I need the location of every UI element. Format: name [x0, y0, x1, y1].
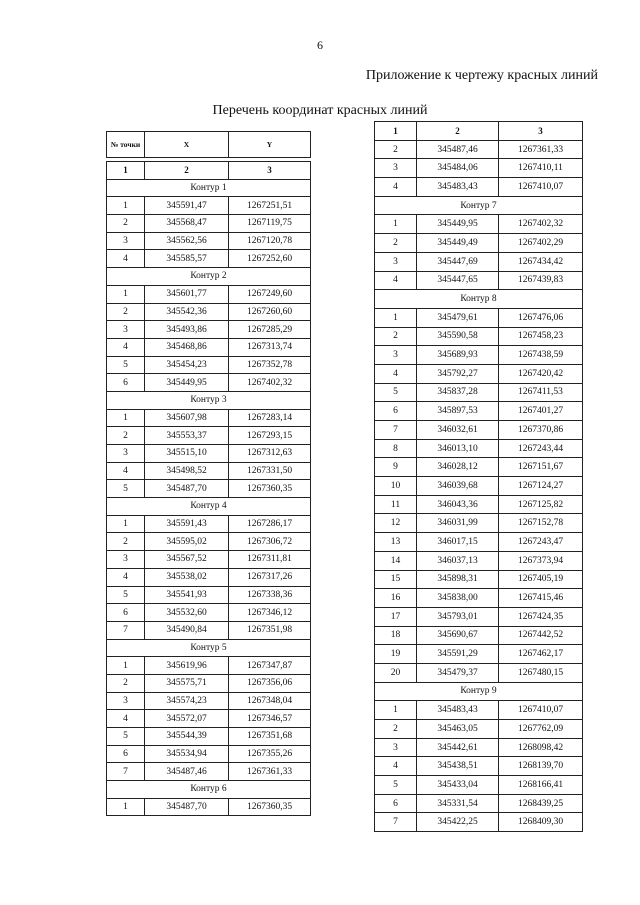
- table-row: [107, 657, 311, 675]
- coordinates-table-right: [374, 121, 583, 832]
- table-row: [375, 776, 583, 795]
- table-row: [107, 250, 311, 268]
- point-number-cell: 6: [375, 794, 417, 813]
- x-coordinate-cell: 345433,04: [417, 776, 499, 795]
- y-coordinate-cell: 1267317,26: [229, 568, 311, 586]
- x-coordinate-cell: 345898,31: [417, 570, 499, 589]
- table-row: [375, 327, 583, 346]
- table-row: [375, 458, 583, 477]
- contour-header-row: [375, 196, 583, 215]
- table-row: [375, 514, 583, 533]
- x-coordinate-cell: 345690,67: [417, 626, 499, 645]
- table-row: [107, 462, 311, 480]
- point-number-cell: 5: [375, 383, 417, 402]
- point-number-cell: 1: [375, 308, 417, 327]
- table-row: [375, 271, 583, 290]
- table-row: [107, 515, 311, 533]
- y-coordinate-cell: 1267458,23: [499, 327, 583, 346]
- point-number-cell: 1: [375, 701, 417, 720]
- point-number-cell: 2: [375, 140, 417, 159]
- x-coordinate-cell: 345689,93: [417, 346, 499, 365]
- table-row: [375, 794, 583, 813]
- table-row: [375, 813, 583, 832]
- x-coordinate-cell: 345490,84: [145, 621, 229, 639]
- contour-label: Контур 8: [375, 290, 583, 309]
- x-coordinate-cell: 345449,95: [145, 374, 229, 392]
- table-row: [375, 607, 583, 626]
- column-number-2: 2: [145, 162, 229, 180]
- column-header-y: Y: [229, 132, 311, 158]
- point-number-cell: 4: [375, 757, 417, 776]
- y-coordinate-cell: 1267249,60: [229, 285, 311, 303]
- table-row: [375, 234, 583, 253]
- y-coordinate-cell: 1267346,12: [229, 604, 311, 622]
- x-coordinate-cell: 345468,86: [145, 338, 229, 356]
- point-number-cell: 17: [375, 607, 417, 626]
- y-coordinate-cell: 1267462,17: [499, 645, 583, 664]
- y-coordinate-cell: 1267360,35: [229, 798, 311, 816]
- contour-label: Контур 9: [375, 682, 583, 701]
- y-coordinate-cell: 1267402,32: [229, 374, 311, 392]
- y-coordinate-cell: 1267434,42: [499, 252, 583, 271]
- x-coordinate-cell: 345838,00: [417, 589, 499, 608]
- point-number-cell: 3: [375, 252, 417, 271]
- table-row: [375, 178, 583, 197]
- point-number-cell: 3: [375, 346, 417, 365]
- y-coordinate-cell: 1267442,52: [499, 626, 583, 645]
- x-coordinate-cell: 346032,61: [417, 421, 499, 440]
- x-coordinate-cell: 346017,15: [417, 533, 499, 552]
- y-coordinate-cell: 1267124,27: [499, 477, 583, 496]
- table-row: [375, 570, 583, 589]
- table-row: [107, 356, 311, 374]
- point-number-cell: 4: [107, 462, 145, 480]
- point-number-cell: 14: [375, 551, 417, 570]
- x-coordinate-cell: 345568,47: [145, 215, 229, 233]
- table-row: [375, 589, 583, 608]
- point-number-cell: 2: [107, 674, 145, 692]
- point-number-cell: 5: [107, 480, 145, 498]
- table-row: [107, 197, 311, 215]
- x-coordinate-cell: 345447,69: [417, 252, 499, 271]
- point-number-cell: 5: [375, 776, 417, 795]
- x-coordinate-cell: 345591,47: [145, 197, 229, 215]
- coordinates-list-title: Перечень координат красных линий: [212, 103, 428, 118]
- column-number-1: 1: [107, 162, 145, 180]
- x-coordinate-cell: 345479,37: [417, 663, 499, 682]
- y-coordinate-cell: 1267152,78: [499, 514, 583, 533]
- x-coordinate-cell: 345484,06: [417, 159, 499, 178]
- point-number-cell: 4: [107, 250, 145, 268]
- point-number-cell: 1: [375, 215, 417, 234]
- contour-label: Контур 3: [107, 391, 311, 409]
- x-coordinate-cell: 345442,61: [417, 738, 499, 757]
- point-number-cell: 5: [107, 728, 145, 746]
- point-number-cell: 1: [107, 515, 145, 533]
- y-coordinate-cell: 1267361,33: [229, 763, 311, 781]
- y-coordinate-cell: 1267401,27: [499, 402, 583, 421]
- y-coordinate-cell: 1267361,33: [499, 140, 583, 159]
- y-coordinate-cell: 1267356,06: [229, 674, 311, 692]
- x-coordinate-cell: 345515,10: [145, 445, 229, 463]
- point-number-cell: 2: [375, 234, 417, 253]
- point-number-cell: 2: [375, 327, 417, 346]
- x-coordinate-cell: 345591,29: [417, 645, 499, 664]
- table-row: [107, 728, 311, 746]
- point-number-cell: 7: [107, 621, 145, 639]
- y-coordinate-cell: 1267439,83: [499, 271, 583, 290]
- table-row: [107, 621, 311, 639]
- y-coordinate-cell: 1267424,35: [499, 607, 583, 626]
- y-coordinate-cell: 1267411,53: [499, 383, 583, 402]
- y-coordinate-cell: 1267370,86: [499, 421, 583, 440]
- contour-label: Контур 6: [107, 781, 311, 799]
- contour-header-row: [107, 268, 311, 286]
- point-number-cell: 16: [375, 589, 417, 608]
- y-coordinate-cell: 1268139,70: [499, 757, 583, 776]
- column-number-3: 3: [499, 122, 583, 141]
- coordinates-table-left: [106, 131, 311, 816]
- table-row: [375, 495, 583, 514]
- y-coordinate-cell: 1267347,87: [229, 657, 311, 675]
- point-number-cell: 9: [375, 458, 417, 477]
- y-coordinate-cell: 1268166,41: [499, 776, 583, 795]
- contour-label: Контур 1: [107, 179, 311, 197]
- point-number-cell: 10: [375, 477, 417, 496]
- x-coordinate-cell: 345585,57: [145, 250, 229, 268]
- point-number-cell: 20: [375, 663, 417, 682]
- x-coordinate-cell: 345449,95: [417, 215, 499, 234]
- x-coordinate-cell: 345897,53: [417, 402, 499, 421]
- table-row: [107, 604, 311, 622]
- y-coordinate-cell: 1267283,14: [229, 409, 311, 427]
- table-row: [375, 439, 583, 458]
- point-number-cell: 4: [375, 364, 417, 383]
- y-coordinate-cell: 1267346,57: [229, 710, 311, 728]
- y-coordinate-cell: 1267151,67: [499, 458, 583, 477]
- x-coordinate-cell: 345541,93: [145, 586, 229, 604]
- x-coordinate-cell: 345534,94: [145, 745, 229, 763]
- point-number-cell: 13: [375, 533, 417, 552]
- y-coordinate-cell: 1267352,78: [229, 356, 311, 374]
- table-row: [107, 533, 311, 551]
- point-number-cell: 5: [107, 356, 145, 374]
- x-coordinate-cell: 345553,37: [145, 427, 229, 445]
- table-row: [375, 140, 583, 159]
- x-coordinate-cell: 345562,56: [145, 232, 229, 250]
- point-number-cell: 19: [375, 645, 417, 664]
- table-row: [107, 674, 311, 692]
- point-number-cell: 2: [107, 215, 145, 233]
- point-number-cell: 1: [107, 197, 145, 215]
- x-coordinate-cell: 345607,98: [145, 409, 229, 427]
- point-number-cell: 11: [375, 495, 417, 514]
- x-coordinate-cell: 346031,99: [417, 514, 499, 533]
- contour-header-row: [107, 781, 311, 799]
- column-number-2: 2: [417, 122, 499, 141]
- contour-label: Контур 7: [375, 196, 583, 215]
- contour-label: Контур 4: [107, 498, 311, 516]
- x-coordinate-cell: 346039,68: [417, 477, 499, 496]
- point-number-cell: 3: [107, 445, 145, 463]
- point-number-cell: 1: [107, 657, 145, 675]
- point-number-cell: 3: [107, 321, 145, 339]
- table-row: [375, 701, 583, 720]
- y-coordinate-cell: 1267762,09: [499, 720, 583, 739]
- table-row: [107, 409, 311, 427]
- y-coordinate-cell: 1267373,94: [499, 551, 583, 570]
- y-coordinate-cell: 1267311,81: [229, 551, 311, 569]
- table-row: [375, 421, 583, 440]
- point-number-cell: 15: [375, 570, 417, 589]
- point-number-cell: 7: [375, 421, 417, 440]
- y-coordinate-cell: 1268409,30: [499, 813, 583, 832]
- table-row: [375, 551, 583, 570]
- y-coordinate-cell: 1267260,60: [229, 303, 311, 321]
- point-number-cell: 3: [107, 551, 145, 569]
- point-number-cell: 7: [107, 763, 145, 781]
- point-number-cell: 1: [107, 409, 145, 427]
- x-coordinate-cell: 345574,23: [145, 692, 229, 710]
- point-number-cell: 8: [375, 439, 417, 458]
- y-coordinate-cell: 1267402,29: [499, 234, 583, 253]
- table-row: [107, 215, 311, 233]
- x-coordinate-cell: 345590,58: [417, 327, 499, 346]
- table-row: [375, 477, 583, 496]
- point-number-cell: 3: [375, 738, 417, 757]
- table-row: [107, 303, 311, 321]
- table-row: [375, 215, 583, 234]
- point-number-cell: 4: [107, 710, 145, 728]
- y-coordinate-cell: 1267293,15: [229, 427, 311, 445]
- point-number-cell: 2: [107, 303, 145, 321]
- point-number-cell: 2: [107, 427, 145, 445]
- x-coordinate-cell: 345479,61: [417, 308, 499, 327]
- y-coordinate-cell: 1267338,36: [229, 586, 311, 604]
- point-number-cell: 4: [375, 271, 417, 290]
- table-row: [375, 533, 583, 552]
- y-coordinate-cell: 1267285,29: [229, 321, 311, 339]
- table-row: [107, 445, 311, 463]
- table-row: [375, 346, 583, 365]
- y-coordinate-cell: 1267286,17: [229, 515, 311, 533]
- y-coordinate-cell: 1267313,74: [229, 338, 311, 356]
- x-coordinate-cell: 345575,71: [145, 674, 229, 692]
- x-coordinate-cell: 346013,10: [417, 439, 499, 458]
- table-row: [107, 551, 311, 569]
- table-row: [107, 692, 311, 710]
- table-row: [107, 321, 311, 339]
- point-number-cell: 18: [375, 626, 417, 645]
- x-coordinate-cell: 345422,25: [417, 813, 499, 832]
- y-coordinate-cell: 1267420,42: [499, 364, 583, 383]
- table-row: [107, 710, 311, 728]
- point-number-cell: 12: [375, 514, 417, 533]
- x-coordinate-cell: 345619,96: [145, 657, 229, 675]
- y-coordinate-cell: 1267348,04: [229, 692, 311, 710]
- point-number-cell: 4: [107, 568, 145, 586]
- x-coordinate-cell: 345487,46: [417, 140, 499, 159]
- point-number-cell: 7: [375, 813, 417, 832]
- point-number-cell: 3: [375, 159, 417, 178]
- point-number-cell: 5: [107, 586, 145, 604]
- contour-header-row: [375, 682, 583, 701]
- y-coordinate-cell: 1268098,42: [499, 738, 583, 757]
- point-number-cell: 3: [107, 232, 145, 250]
- point-number-cell: 1: [107, 798, 145, 816]
- y-coordinate-cell: 1268439,25: [499, 794, 583, 813]
- x-coordinate-cell: 345793,01: [417, 607, 499, 626]
- table-row: [375, 159, 583, 178]
- y-coordinate-cell: 1267355,26: [229, 745, 311, 763]
- table-row: [375, 252, 583, 271]
- x-coordinate-cell: 346028,12: [417, 458, 499, 477]
- y-coordinate-cell: 1267243,47: [499, 533, 583, 552]
- y-coordinate-cell: 1267306,72: [229, 533, 311, 551]
- x-coordinate-cell: 345601,77: [145, 285, 229, 303]
- y-coordinate-cell: 1267351,68: [229, 728, 311, 746]
- y-coordinate-cell: 1267120,78: [229, 232, 311, 250]
- x-coordinate-cell: 345454,23: [145, 356, 229, 374]
- x-coordinate-cell: 345591,43: [145, 515, 229, 533]
- x-coordinate-cell: 345483,43: [417, 701, 499, 720]
- contour-header-row: [107, 639, 311, 657]
- y-coordinate-cell: 1267125,82: [499, 495, 583, 514]
- x-coordinate-cell: 345463,05: [417, 720, 499, 739]
- point-number-cell: 1: [107, 285, 145, 303]
- appendix-title: Приложение к чертежу красных линий: [365, 68, 598, 83]
- page-number: 6: [317, 38, 323, 52]
- point-number-cell: 6: [107, 745, 145, 763]
- x-coordinate-cell: 345532,60: [145, 604, 229, 622]
- x-coordinate-cell: 345544,39: [145, 728, 229, 746]
- x-coordinate-cell: 345542,36: [145, 303, 229, 321]
- column-header-x: X: [145, 132, 229, 158]
- table-row: [107, 232, 311, 250]
- point-number-cell: 2: [375, 720, 417, 739]
- x-coordinate-cell: 345449,49: [417, 234, 499, 253]
- point-number-cell: 3: [107, 692, 145, 710]
- y-coordinate-cell: 1267410,11: [499, 159, 583, 178]
- table-row: [107, 480, 311, 498]
- x-coordinate-cell: 346043,36: [417, 495, 499, 514]
- table-row: [375, 626, 583, 645]
- column-header-point-number: № точки: [107, 132, 145, 158]
- x-coordinate-cell: 345567,52: [145, 551, 229, 569]
- table-row: [375, 738, 583, 757]
- table-row: [375, 663, 583, 682]
- point-number-cell: 4: [107, 338, 145, 356]
- point-number-cell: 6: [107, 604, 145, 622]
- point-number-cell: 2: [107, 533, 145, 551]
- x-coordinate-cell: 345331,54: [417, 794, 499, 813]
- y-coordinate-cell: 1267410,07: [499, 178, 583, 197]
- x-coordinate-cell: 345483,43: [417, 178, 499, 197]
- x-coordinate-cell: 345487,70: [145, 798, 229, 816]
- table-row: [107, 427, 311, 445]
- y-coordinate-cell: 1267402,32: [499, 215, 583, 234]
- point-number-cell: 6: [375, 402, 417, 421]
- y-coordinate-cell: 1267438,59: [499, 346, 583, 365]
- table-row: [375, 645, 583, 664]
- y-coordinate-cell: 1267405,19: [499, 570, 583, 589]
- point-number-cell: 4: [375, 178, 417, 197]
- y-coordinate-cell: 1267351,98: [229, 621, 311, 639]
- y-coordinate-cell: 1267360,35: [229, 480, 311, 498]
- contour-header-row: [107, 391, 311, 409]
- y-coordinate-cell: 1267119,75: [229, 215, 311, 233]
- y-coordinate-cell: 1267331,50: [229, 462, 311, 480]
- contour-label: Контур 2: [107, 268, 311, 286]
- x-coordinate-cell: 345572,07: [145, 710, 229, 728]
- table-row: [107, 763, 311, 781]
- contour-label: Контур 5: [107, 639, 311, 657]
- table-header-row: [107, 132, 311, 158]
- x-coordinate-cell: 345487,46: [145, 763, 229, 781]
- x-coordinate-cell: 345487,70: [145, 480, 229, 498]
- y-coordinate-cell: 1267476,06: [499, 308, 583, 327]
- contour-header-row: [107, 498, 311, 516]
- y-coordinate-cell: 1267251,51: [229, 197, 311, 215]
- x-coordinate-cell: 345595,02: [145, 533, 229, 551]
- table-row: [107, 586, 311, 604]
- x-coordinate-cell: 345792,27: [417, 364, 499, 383]
- contour-header-row: [375, 290, 583, 309]
- contour-header-row: [107, 179, 311, 197]
- y-coordinate-cell: 1267312,63: [229, 445, 311, 463]
- y-coordinate-cell: 1267415,46: [499, 589, 583, 608]
- y-coordinate-cell: 1267243,44: [499, 439, 583, 458]
- column-number-3: 3: [229, 162, 311, 180]
- table-row: [375, 364, 583, 383]
- x-coordinate-cell: 345447,65: [417, 271, 499, 290]
- table-row: [375, 308, 583, 327]
- column-number-row: [375, 122, 583, 141]
- table-row: [107, 568, 311, 586]
- table-row: [375, 720, 583, 739]
- x-coordinate-cell: 345493,86: [145, 321, 229, 339]
- table-row: [375, 383, 583, 402]
- table-row: [107, 798, 311, 816]
- table-row: [107, 338, 311, 356]
- point-number-cell: 6: [107, 374, 145, 392]
- y-coordinate-cell: 1267252,60: [229, 250, 311, 268]
- x-coordinate-cell: 345837,28: [417, 383, 499, 402]
- x-coordinate-cell: 345438,51: [417, 757, 499, 776]
- y-coordinate-cell: 1267480,15: [499, 663, 583, 682]
- table-row: [375, 402, 583, 421]
- x-coordinate-cell: 345498,52: [145, 462, 229, 480]
- column-number-row: [107, 162, 311, 180]
- x-coordinate-cell: 345538,02: [145, 568, 229, 586]
- table-row: [375, 757, 583, 776]
- table-row: [107, 374, 311, 392]
- y-coordinate-cell: 1267410,07: [499, 701, 583, 720]
- column-number-1: 1: [375, 122, 417, 141]
- table-row: [107, 285, 311, 303]
- x-coordinate-cell: 346037,13: [417, 551, 499, 570]
- table-row: [107, 745, 311, 763]
